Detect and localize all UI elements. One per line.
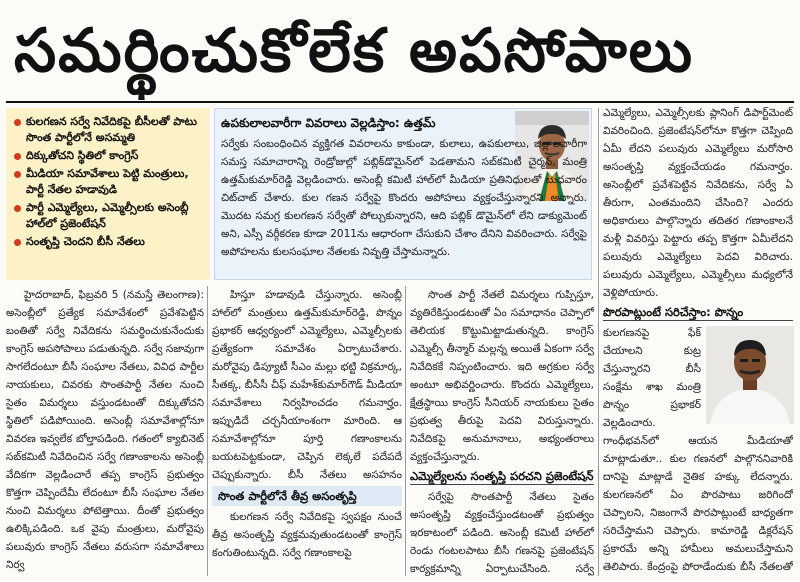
bullet-item: కులగణన సర్వే నివేదికపై బీసీలతో పాటు సొంత పార్టీలోనే అసమ్మతి [12, 114, 204, 146]
boxed-story [214, 108, 592, 280]
article-column-3b [410, 488, 594, 578]
article-column-1 [6, 286, 204, 578]
subheading-presentation: ఎమ్మెల్యేలను సంతృప్తి పరచని ప్రజెంటేషన్ [410, 469, 594, 483]
article-paragraph [603, 324, 793, 578]
subheading-ponnam: పొరపాట్లుంటే సరిచేస్తాం: పొన్నం [603, 304, 793, 321]
article-paragraph: ఎమ్మెల్యేలు, ఎమ్మెల్సీలకు ప్లానింగ్ డిపార్ట్‌మెంట్ వివరించింది. ప్రజెంటేషన్‌లోనూ కొత్తగా చెప్పింది ఏమీ లేదని పలువురు ఎమ్మెల్యేలు మరోసారి అసంతృప్తి వ్యక్తంచేయడం గమనార్హం. అసెంబ్లీలో ప్రవేశపెట్టిన నివేదికను, సర్వే ఏ తీరుగా, ఎంతమందిని చేసింది? ఎందరు అధికారులు పాల్గొన్నారు తదితర గణాంకాలనే మళ్లీ వివరిస్తు పెట్టారు తప్ప కొత్తగా ఏమీలేదని పలువురు ఎమ్మెల్యేలు పెదవి విరిచారు. పలువురు ఎమ్మెల్యేలు, ఎమ్మెల్సీలు మధ్యలోనే వెళ్లిపోయారు. [603, 107, 793, 299]
article-column-4b [603, 324, 793, 578]
article-column-3 [410, 286, 594, 464]
bullet-item: మీడియా సమావేశాలు పెట్టి మంత్రులు, పార్టీ నేతల హడావుడి [12, 166, 204, 198]
article-column-2b [212, 508, 402, 578]
article-column-2 [212, 286, 402, 482]
summary-bullets [6, 108, 210, 280]
article-text: కులగణనపై ఫేక్ చేయాలని కుట్ర చేస్తున్నారని బీసీ సంక్షేమ శాఖ మంత్రి పొన్నం ప్రభాకర్ వెల్లడించారు. గాంధీభవన్‌లో ఆయన మీడియాతో మాట్లాడుతూ.. కుల గణనలో పాల్గొననివారికి దానిపై మాట్లాడే నైతిక హక్కు లేదన్నారు. కులగణనలో ఏం పొరపాటు జరిగిందో చెప్పాలని, నిజంగానే పొరపాట్లుంటే బాధ్యతగా సరిచేస్తామని చెప్పారు. కామారెడ్డి డిక్లరేషన్ ప్రకారమే అన్ని హామీలు అమలుచేస్తామని తెలిపారు. కేంద్రంపై పోరాడేందుకు బీసీ నేతలతో [603, 327, 793, 573]
bullet-item: పార్టీ ఎమ్మెల్యేలు, ఎమ్మెల్సీలకు అసెంబ్లీ హాల్‌లో ప్రజెంటేషన్ [12, 200, 204, 232]
boxed-story-heading: ఉపకులాలవారీగా వివరాలు వెల్లడిస్తాం: ఉత్తమ్ [221, 116, 436, 130]
article-paragraph: హైదరాబాద్, ఫిబ్రవరి 5 (నమస్తే తెలంగాణ): అసెంబ్లీలో ప్రత్యేక సమావేశంలో ప్రవేశపెట్టిన బంతితో సర్వే నివేదికను సమర్థించుకునేందుకు కాంగ్రెస్ అపసోపాలు పడుతున్నది. సర్వే సజావుగా సాగలేదంటూ బీసీ సంఘాల నేతలు, వివిధ పార్టీల నాయకులు, చివరకు సొంతపార్టీ నేతల నుంచి సైతం విమర్శలు వస్తుండటంతో దిక్కుతోచని స్థితిలో పడిపోయింది. అసెంబ్లీ సమావేశాల్లోనూ వివరణ ఇవ్వలేక బోల్తాపడింది. గతంలో క్యాబినెట్ సబ్‌కమిటీ నివేదించిన సర్వే గణాంకాలను అసెంబ్లీ వేదికగా వెల్లడించారే తప్ప కాంగ్రెస్ ప్రభుత్వం కొత్తగా చెప్పిందేమీ లేదంటూ బీసీ సంఘాల నేతల నుంచి విమర్శలు పోటెత్తాయి. దీంతో ప్రభుత్వం ఉలిక్కిపడింది. ఒక వైపు మంత్రులు, మరోవైపు పలువురు కాంగ్రెస్ నేతలు వరుసగా సమావేశాలు నిర్వ [6, 289, 204, 571]
bullet-item: దిక్కుతోచని స్థితిలో కాంగ్రెస్ [12, 148, 204, 164]
article-paragraph: హిస్తూ హడావుడి చేస్తున్నారు. అసెంబ్లీ హాల్‌లో మంత్రులు ఉత్తమ్‌కుమార్‌రెడ్డి, పొన్నం ప్రభాకర్ ఆధ్వర్యంలో ఎమ్మెల్యేలు, ఎమ్మెల్సీలకు ప్రత్యేకంగా సమావేశం ఏర్పాటుచేశారు. మరోవైపు డిప్యూటీ సీఎం మల్లు భట్టి విక్రమార్క, సీతక్క, బీసీసీ చీఫ్ మహేశ్‌కుమార్‌గౌడ్ మీడియా సమావేశాలు నిర్వహించడం గమనార్హం. ఇప్పుడిదే చర్చనీయాంశంగా మారింది. ఆ సమావేశాల్లోనూ పూర్తి గణాంకాలను బయటపెట్టకుండా, చెప్పిన లెక్కలే పదేపదే చెప్పుకున్నారు. బీసీ నేతలు అసహనం [212, 289, 402, 481]
article-paragraph: సొంత పార్టీ నేతలే విమర్శలు గుప్పిస్తూ, వ్యతిరేకిస్తుండటంతో ఏం సమాధానం చెప్పాలో తెలియక కొట్టుమిట్టాడుతున్నది. కాంగ్రెస్ ఎమ్మెల్సీ తీన్మార్ మల్లన్న అయితే ఏకంగా సర్వే నివేదికకే నిప్పంటించారు. ఇది అగ్రకుల సర్వే అంటూ అభివర్ణించారు. కొందరు ఎమ్మెల్యేలు, క్షేత్రస్థాయి కాంగ్రెస్ సీనియర్ నాయకులు సైతం ప్రభుత్వ తీరుపై పెదవి విరుస్తున్నారు. నివేదికపై అనుమానాలు, అభ్యంతరాలు వ్యక్తంచేస్తున్నారు. [410, 289, 594, 463]
boxed-story-body: సర్వేకు సంబంధించిన వ్యక్తిగత వివరాలను కాకుండా, కులాలు, ఉపకులాలు, జిల్లాలవారీగా సమస్త సమాచారాన్ని రెండ్రోజుల్లో పబ్లిక్‌డొమైన్‌లో పెడతామని సబ్‌కమిటీ చైర్మన్, మంత్రి ఉత్తమ్‌కుమార్‌రెడ్డి వెల్లడించారు. అసెంబ్లీ కమిటీ హాల్‌లో మీడియా ప్రతినిధులతో బుధవారం చిట్‌చాట్ చేశారు. కుల గణన సర్వేపై కొందరు అపోహలు వ్యక్తంచేస్తున్నారని అన్నారు. మొదట సమగ్ర కులగణన సర్వేతో పోల్చుకున్నారని, ఆది పబ్లిక్ డొమైన్‌లో లేని డాక్యుమెంట్ అని, ఎస్సీ వర్గీకరణ కూడా 2011ను ఆధారంగా చేసుకుని చేశాం దేనిని వివరించారు. సర్వేపై అపోహలను కులసంఘాల నేతలకు నివృత్తి చేస్తామన్నారు. [221, 138, 587, 258]
headline-rule [6, 101, 794, 103]
subheading-own-party: సొంత పార్టీలోనే తీవ్ర అసంతృప్తి [212, 486, 402, 506]
column-divider [207, 286, 208, 576]
article-paragraph: సర్వేపై సొంతపార్టీ నేతలు సైతం అసంతృప్తి వ్యక్తంచేస్తుండటంతో ప్రభుత్వం ఇరకాటంలో పడింది. అసెంబ్లీ కమిటీ హాల్‌లో రెండు గంటలపాటు బీసీ గణనపై ప్రజెంటేషన్ కార్యక్రమాన్ని ఏర్పాటుచేసింది. సర్వే [410, 491, 594, 575]
column-divider [405, 286, 406, 576]
photo-spacer [701, 324, 793, 424]
headline: సమర్థించుకోలేక అపసోపాలు [14, 16, 695, 86]
article-paragraph: కులగణన సర్వే నివేదికపై స్వపక్షం నుంచే తీవ్ర అసంతృప్తి వ్యక్తమవుతుండటంతో కాంగ్రెస్ కంగుతింటున్నది. సర్వే గణాంకాలపై [212, 511, 402, 559]
article-column-4 [603, 104, 793, 300]
bullet-item: సంతృప్తి చెందని బీసీ నేతలు [12, 234, 204, 250]
column-divider [598, 108, 599, 576]
